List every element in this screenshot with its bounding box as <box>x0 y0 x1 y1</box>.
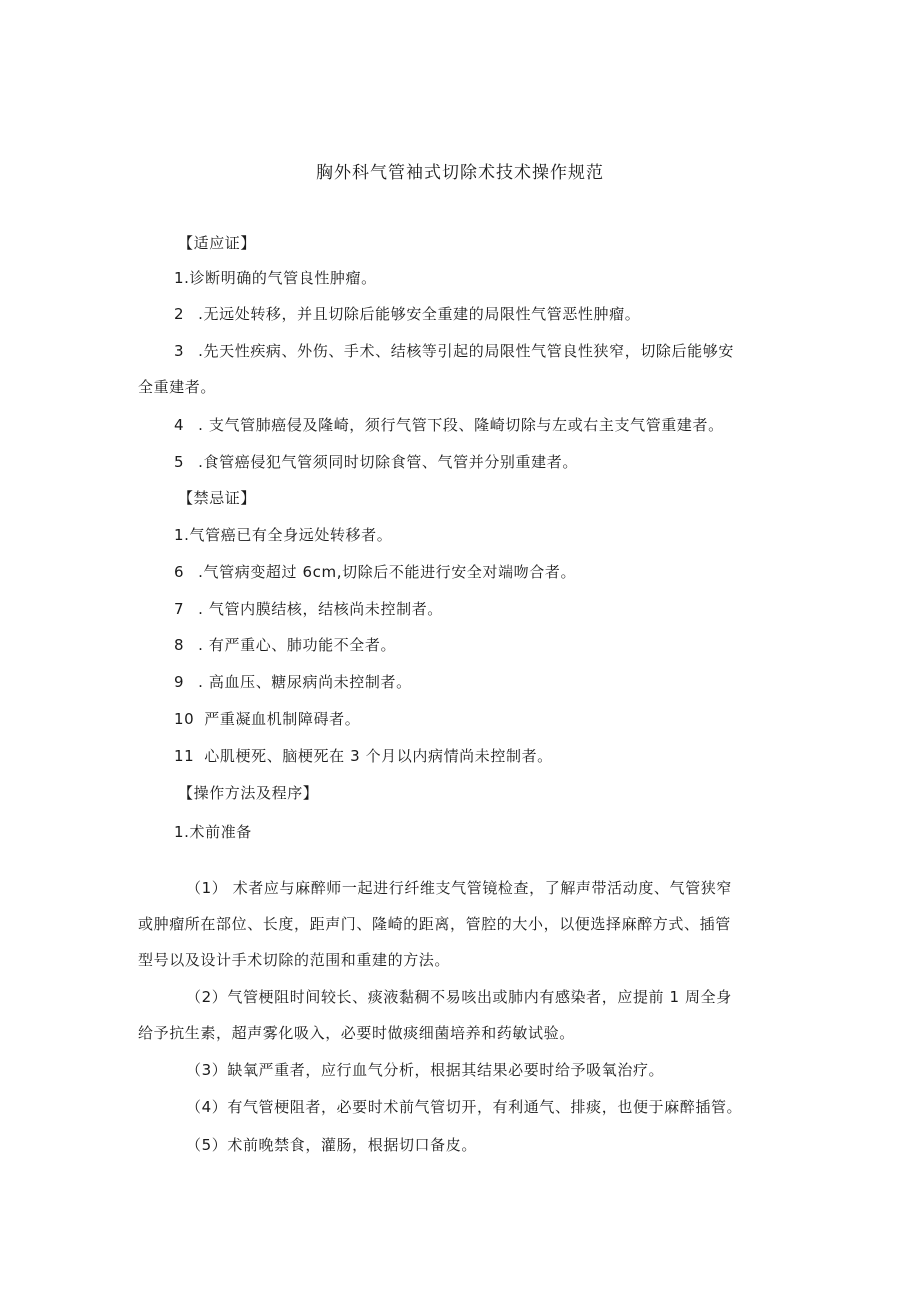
item-number: 10 <box>174 710 195 728</box>
item-text: . 高血压、糖尿病尚未控制者。 <box>198 673 412 691</box>
indications-heading: 【适应证】 <box>178 234 257 252</box>
item-text: .先天性疾病、外伤、手术、结核等引起的局限性气管良性狭窄，切除后能够安 <box>198 342 734 360</box>
indication-item-3-continuation: 全重建者。 <box>138 378 217 396</box>
prep-paragraph-4: （4）有气管梗阻者，必要时术前气管切开，有利通气、排痰，也便于麻醉插管。 <box>186 1098 743 1116</box>
prep-paragraph-2-line-2: 给予抗生素，超声雾化吸入，必要时做痰细菌培养和药敏试验。 <box>138 1024 575 1042</box>
indication-item-1 <box>174 267 377 288</box>
item-number: 7 <box>174 600 185 618</box>
contraindication-item-7 <box>174 745 553 766</box>
contraindications-heading: 【禁忌证】 <box>178 489 257 507</box>
contraindication-item-2 <box>174 561 576 582</box>
item-number: 5 <box>174 453 185 471</box>
item-number: 6 <box>174 563 185 581</box>
contraindication-item-1 <box>174 524 392 545</box>
item-number: 4 <box>174 416 185 434</box>
indication-item-3 <box>174 340 734 361</box>
contraindication-item-6 <box>174 708 360 729</box>
contraindication-item-3 <box>174 598 443 619</box>
item-number: 9 <box>174 673 185 691</box>
contraindication-item-4 <box>174 634 396 655</box>
document-title: 胸外科气管袖式切除术技术操作规范 <box>316 163 604 183</box>
procedure-heading: 【操作方法及程序】 <box>178 784 319 802</box>
item-number: 1. <box>174 269 190 287</box>
indication-item-2 <box>174 303 640 324</box>
section-preop-prep: 1.术前准备 <box>174 823 252 841</box>
item-text: 心肌梗死、脑梗死在 3 个月以内病情尚未控制者。 <box>204 747 553 765</box>
item-number: 3 <box>174 342 185 360</box>
item-text: 诊断明确的气管良性肿瘤。 <box>189 269 377 287</box>
prep-paragraph-3: （3）缺氧严重者，应行血气分析，根据其结果必要时给予吸氧治疗。 <box>186 1061 665 1079</box>
prep-paragraph-1-line-3: 型号以及设计手术切除的范围和重建的方法。 <box>138 951 451 969</box>
item-text: . 支气管肺癌侵及隆崎，须行气管下段、隆崎切除与左或右主支气管重建者。 <box>198 416 724 434</box>
item-text: .气管病变超过 6cm,切除后不能进行安全对端吻合者。 <box>198 563 577 581</box>
item-number: 2 <box>174 305 185 323</box>
prep-paragraph-1-line-2: 或肿瘤所在部位、长度，距声门、隆崎的距离，管腔的大小，以便选择麻醉方式、插管 <box>138 915 731 933</box>
prep-paragraph-1-line-1: （1） 术者应与麻醉师一起进行纤维支气管镜检查，了解声带活动度、气管狭窄 <box>186 879 732 897</box>
item-text: 严重凝血机制障碍者。 <box>204 710 361 728</box>
item-text: .食管癌侵犯气管须同时切除食管、气管并分别重建者。 <box>198 453 578 471</box>
prep-paragraph-2-line-1: （2）气管梗阻时间较长、痰液黏稠不易咳出或肺内有感染者，应提前 1 周全身 <box>186 988 732 1006</box>
indication-item-5 <box>174 451 578 472</box>
item-number: 1. <box>174 526 190 544</box>
indication-item-4 <box>174 414 724 435</box>
item-number: 8 <box>174 636 185 654</box>
item-text: 气管癌已有全身远处转移者。 <box>189 526 393 544</box>
item-number: 11 <box>174 747 195 765</box>
item-text: . 气管内膜结核，结核尚未控制者。 <box>198 600 443 618</box>
item-text: . 有严重心、肺功能不全者。 <box>198 636 397 654</box>
prep-paragraph-5: （5）术前晚禁食，灌肠，根据切口备皮。 <box>186 1136 477 1154</box>
item-text: .无远处转移，并且切除后能够安全重建的局限性气管恶性肿瘤。 <box>198 305 641 323</box>
contraindication-item-5 <box>174 671 412 692</box>
